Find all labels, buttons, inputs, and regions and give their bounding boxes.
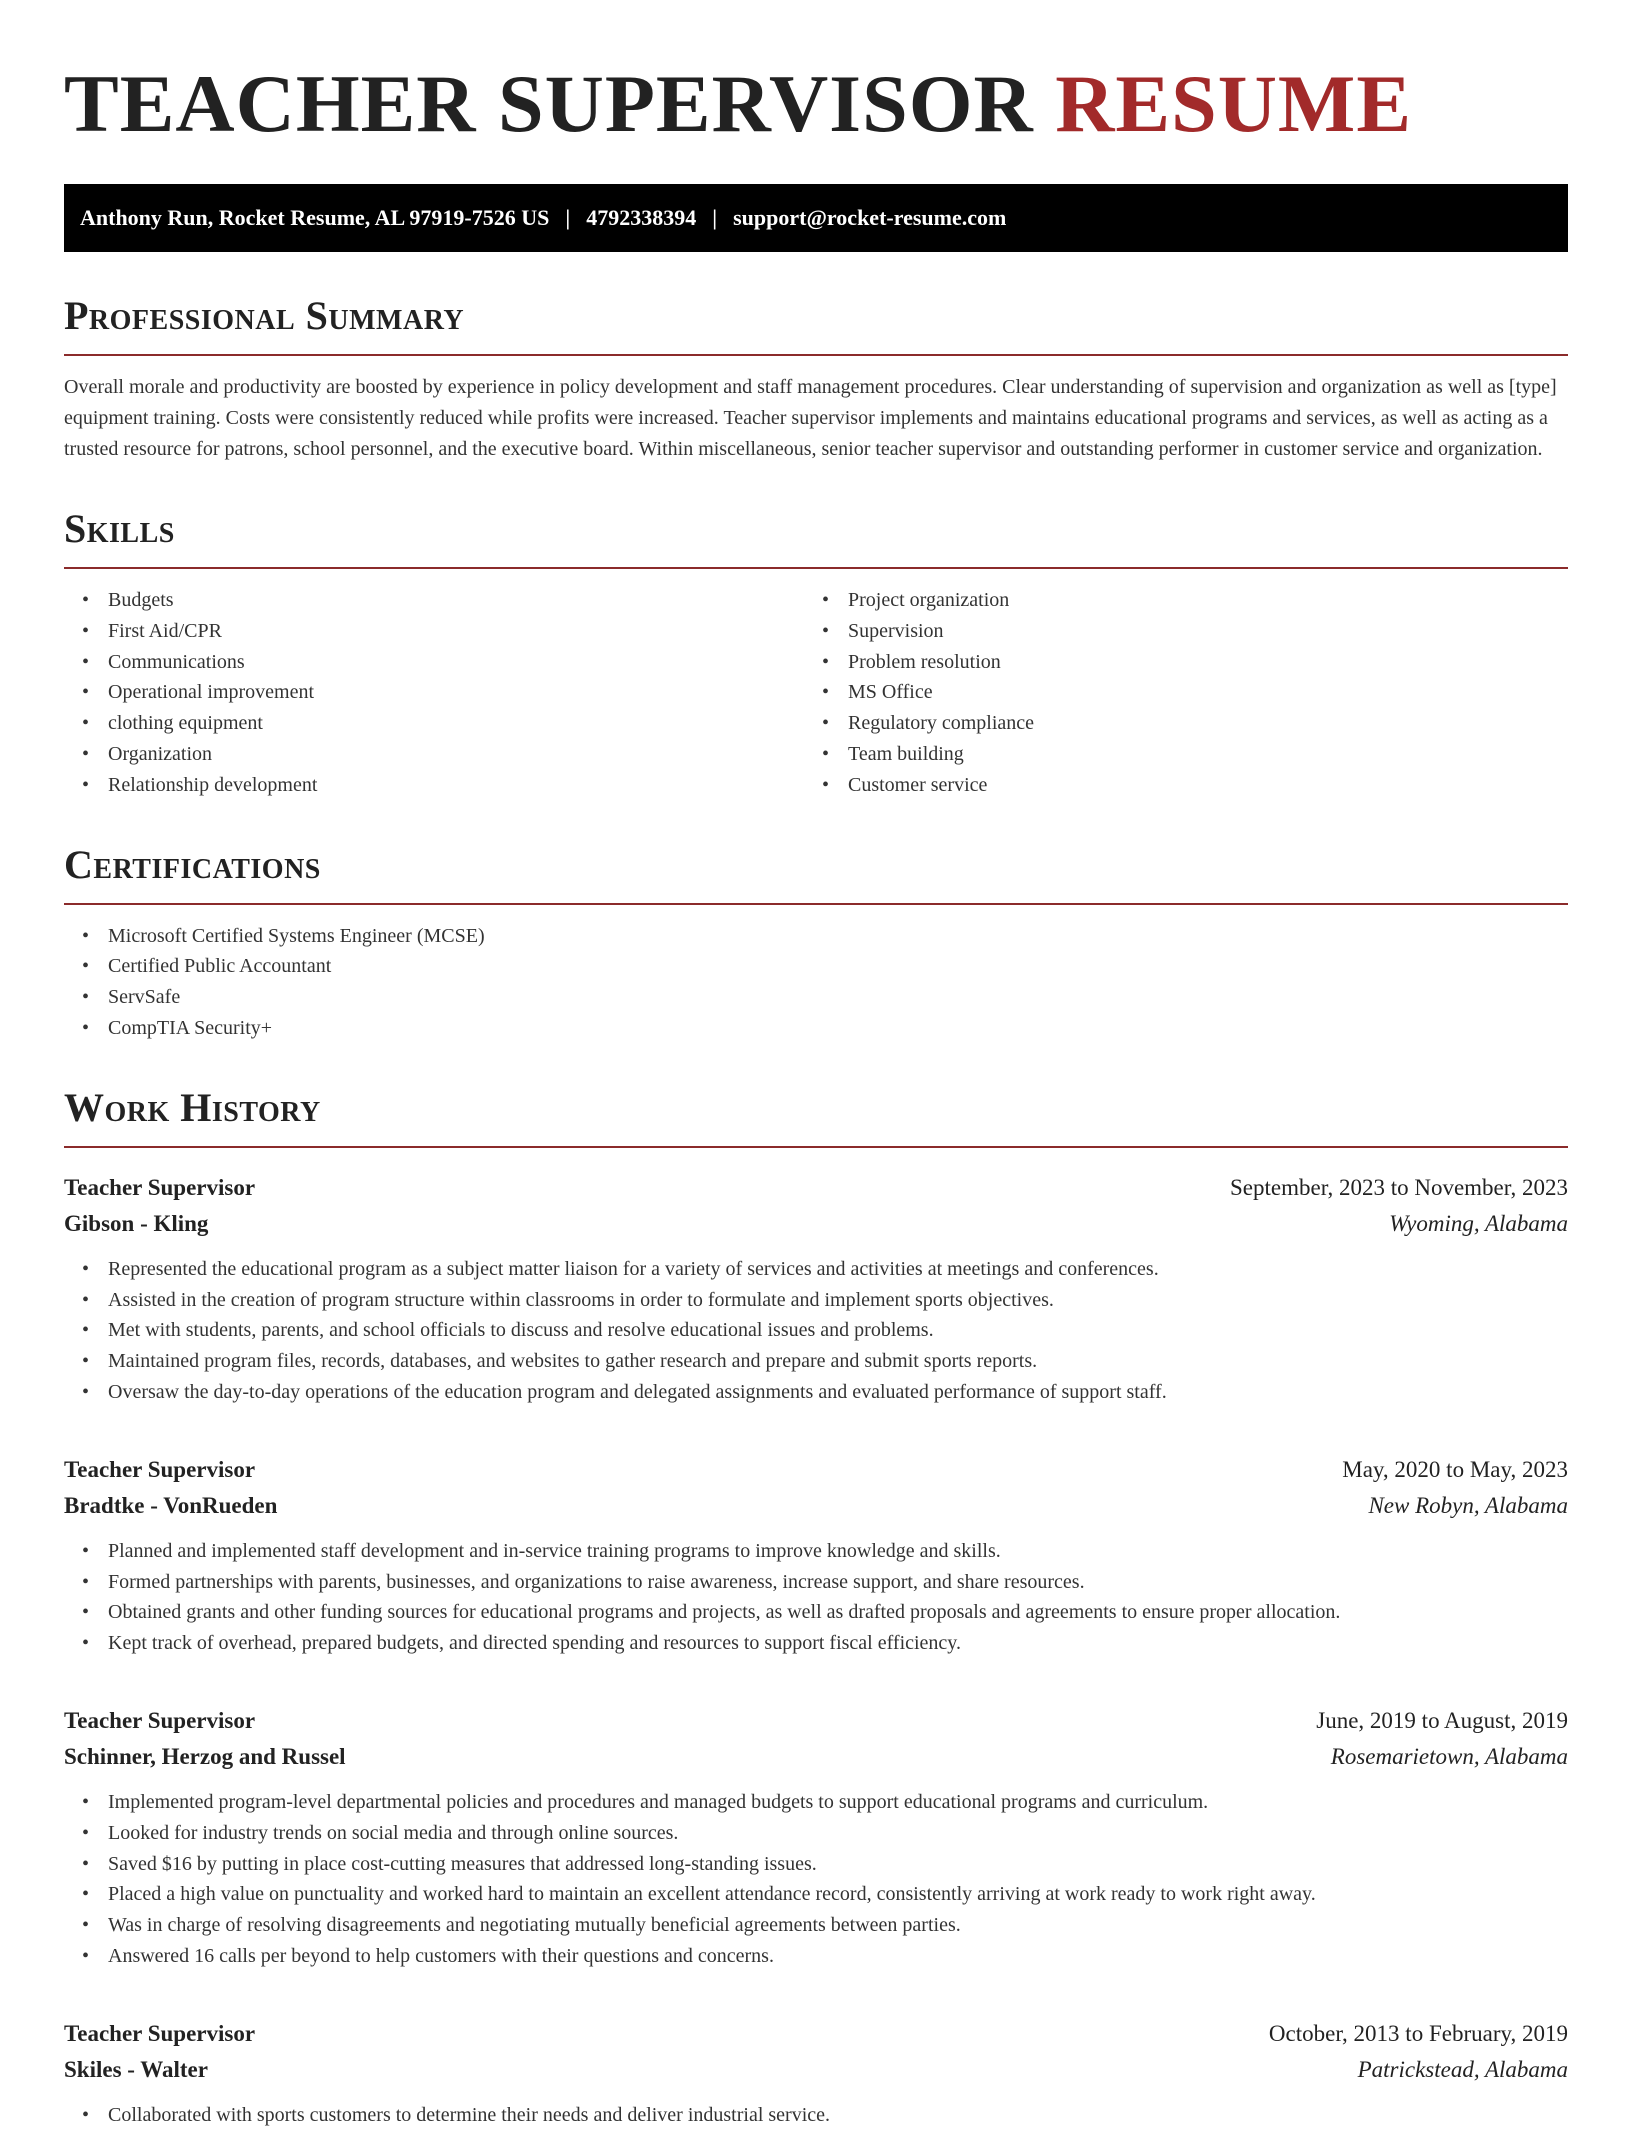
skill-item-text: Customer service xyxy=(848,773,988,796)
job-company: Schinner, Herzog and Russel xyxy=(64,1743,346,1769)
bullet-dot-icon: • xyxy=(82,2103,90,2126)
job-bullet xyxy=(64,1377,1568,1408)
certification-item-text: ServSafe xyxy=(108,986,181,1009)
section-heading: Work History xyxy=(64,1084,1568,1148)
job-bullet xyxy=(64,1285,1568,1316)
job-bullet-text: Saved $16 by putting in place cost-cutting measures that addressed long-standing issues. xyxy=(108,1852,817,1875)
job-entry xyxy=(64,1703,1568,1972)
skill-item xyxy=(804,739,1544,770)
bullet-dot-icon: • xyxy=(82,1257,90,1280)
job-header-row xyxy=(64,2016,1568,2052)
contact-separator: | xyxy=(712,205,718,230)
bullet-dot-icon: • xyxy=(82,1319,90,1342)
bullet-dot-icon: • xyxy=(82,1539,90,1562)
bullet-dot-icon: • xyxy=(82,924,90,947)
skill-item xyxy=(64,647,804,678)
skill-item xyxy=(804,770,1544,801)
job-bullets xyxy=(64,1787,1568,1972)
work-history-section xyxy=(64,1084,1568,2131)
contact-separator: | xyxy=(565,205,571,230)
skill-item-text: Relationship development xyxy=(108,773,318,796)
skill-item-text: Supervision xyxy=(848,619,944,642)
bullet-dot-icon: • xyxy=(82,1016,90,1039)
certifications-section xyxy=(64,841,1568,1044)
job-bullets xyxy=(64,1536,1568,1659)
job-company-row xyxy=(64,1488,1568,1524)
certification-item-text: CompTIA Security+ xyxy=(108,1016,273,1039)
certification-item xyxy=(64,951,1568,982)
bullet-dot-icon: • xyxy=(82,1350,90,1373)
bullet-dot-icon: • xyxy=(82,1914,90,1937)
job-bullet-text: Oversaw the day-to-day operations of the education program and delegated assignments and evaluated performance of support staff. xyxy=(108,1380,1167,1403)
bullet-dot-icon: • xyxy=(82,773,90,796)
bullet-dot-icon: • xyxy=(82,1570,90,1593)
job-bullet xyxy=(64,1628,1568,1659)
job-bullet xyxy=(64,1879,1568,1910)
job-title: Teacher Supervisor xyxy=(64,1707,256,1733)
job-bullet xyxy=(64,1597,1568,1628)
certification-item xyxy=(64,1013,1568,1044)
bullet-dot-icon: • xyxy=(82,1821,90,1844)
certification-item xyxy=(64,921,1568,952)
job-bullet-text: Maintained program files, records, databases, and websites to gather research and prepare and submit sports reports. xyxy=(108,1350,1038,1373)
job-bullet-text: Kept track of overhead, prepared budgets, and directed spending and resources to support fiscal efficiency. xyxy=(108,1632,962,1655)
certification-item-text: Microsoft Certified Systems Engineer (MCSE) xyxy=(108,924,485,947)
bullet-dot-icon: • xyxy=(82,619,90,642)
contact-address: Anthony Run, Rocket Resume, AL 97919-7526 US xyxy=(80,205,550,230)
bullet-dot-icon: • xyxy=(822,589,830,611)
bullet-dot-icon: • xyxy=(822,650,830,673)
job-bullet-text: Answered 16 calls per beyond to help customers with their questions and concerns. xyxy=(108,1944,774,1967)
contact-phone: 4792338394 xyxy=(586,205,697,230)
title-main: TEACHER SUPERVISOR xyxy=(64,58,1034,149)
certifications-list xyxy=(64,921,1568,1044)
job-header-row xyxy=(64,1703,1568,1739)
contact-bar xyxy=(64,184,1568,252)
job-entry xyxy=(64,1170,1568,1408)
bullet-dot-icon: • xyxy=(82,1380,90,1403)
skill-item xyxy=(64,677,804,708)
bullet-dot-icon: • xyxy=(82,1601,90,1624)
skills-list xyxy=(804,585,1544,801)
job-location: New Robyn, Alabama xyxy=(1368,1492,1568,1518)
resume-title xyxy=(64,0,1568,150)
jobs-list xyxy=(64,1170,1568,2131)
job-company-row xyxy=(64,1739,1568,1775)
skill-item-text: Communications xyxy=(108,650,245,673)
bullet-dot-icon: • xyxy=(822,773,830,796)
section-heading: Professional Summary xyxy=(64,292,1568,356)
job-company: Gibson - Kling xyxy=(64,1210,209,1236)
job-dates: October, 2013 to February, 2019 xyxy=(1268,2020,1568,2046)
bullet-dot-icon: • xyxy=(82,589,90,611)
section-heading: Skills xyxy=(64,505,1568,569)
job-bullet-text: Planned and implemented staff development and in-service training programs to improve knowledge and skills. xyxy=(108,1539,1001,1562)
bullet-dot-icon: • xyxy=(82,1790,90,1813)
skill-item-text: First Aid/CPR xyxy=(108,619,222,642)
skill-item xyxy=(804,616,1544,647)
skill-item xyxy=(804,585,1544,616)
job-bullet xyxy=(64,1315,1568,1346)
job-bullet-text: Assisted in the creation of program structure within classrooms in order to formulate and implement sports objectives. xyxy=(108,1288,1054,1311)
skill-item xyxy=(64,585,804,616)
bullet-dot-icon: • xyxy=(82,986,90,1009)
job-dates: May, 2020 to May, 2023 xyxy=(1342,1456,1568,1482)
skill-item-text: Operational improvement xyxy=(108,681,315,704)
job-title: Teacher Supervisor xyxy=(64,2020,256,2046)
job-bullet-text: Was in charge of resolving disagreements and negotiating mutually beneficial agreements between parties. xyxy=(108,1914,961,1937)
job-bullet-text: Represented the educational program as a subject matter liaison for a variety of services and activities at meetings and conferences. xyxy=(108,1257,1159,1280)
job-bullet-text: Formed partnerships with parents, businesses, and organizations to raise awareness, increase support, and share resources. xyxy=(108,1570,1085,1593)
job-header-row xyxy=(64,1170,1568,1206)
bullet-dot-icon: • xyxy=(82,1288,90,1311)
job-bullet xyxy=(64,1536,1568,1567)
job-location: Rosemarietown, Alabama xyxy=(1330,1743,1568,1769)
job-bullet xyxy=(64,1818,1568,1849)
contact-email: support@rocket-resume.com xyxy=(733,205,1007,230)
job-bullet xyxy=(64,1567,1568,1598)
skill-item xyxy=(64,616,804,647)
resume-content xyxy=(64,0,1568,2131)
job-company: Skiles - Walter xyxy=(64,2056,208,2082)
summary-text: Overall morale and productivity are boosted by experience in policy development and staff management procedures. Clear understanding of supervision and organization as well as [type] equipment training. Costs were consistently reduced while profits were increased. Teacher supervisor implements and maintains educational programs and services, as well as acting as a trusted resource for patrons, school personnel, and the executive board. Within miscellaneous, senior teacher supervisor and outstanding performer in customer service and organization. xyxy=(64,376,1557,460)
bullet-dot-icon: • xyxy=(82,681,90,704)
certification-item-text: Certified Public Accountant xyxy=(108,955,332,978)
bullet-dot-icon: • xyxy=(82,1852,90,1875)
skill-item-text: Organization xyxy=(108,742,213,765)
job-bullet-text: Placed a high value on punctuality and worked hard to maintain an excellent attendance record, consistently arriving at work ready to work right away. xyxy=(108,1883,1316,1906)
job-dates: June, 2019 to August, 2019 xyxy=(1316,1707,1568,1733)
skill-item xyxy=(804,708,1544,739)
job-entry xyxy=(64,2016,1568,2131)
skill-item xyxy=(64,770,804,801)
skills-grid xyxy=(64,585,1568,801)
job-header-row xyxy=(64,1452,1568,1488)
job-bullets xyxy=(64,1254,1568,1408)
job-location: Patrickstead, Alabama xyxy=(1357,2056,1568,2082)
skill-item-text: Regulatory compliance xyxy=(848,712,1035,735)
bullet-dot-icon: • xyxy=(82,742,90,765)
job-bullet-text: Implemented program-level departmental policies and procedures and managed budgets to support educational programs and curriculum. xyxy=(108,1790,1209,1813)
skill-item-text: MS Office xyxy=(848,681,933,704)
job-bullet-text: Collaborated with sports customers to determine their needs and deliver industrial service. xyxy=(108,2103,831,2126)
job-bullet xyxy=(64,1849,1568,1880)
bullet-dot-icon: • xyxy=(822,619,830,642)
skill-item-text: Budgets xyxy=(108,589,174,611)
summary-section xyxy=(64,292,1568,465)
job-title: Teacher Supervisor xyxy=(64,1174,256,1200)
bullet-dot-icon: • xyxy=(82,955,90,978)
skill-item-text: Problem resolution xyxy=(848,650,1001,673)
job-bullet-text: Obtained grants and other funding sources for educational programs and projects, as well as drafted proposals and agreements to ensure proper allocation. xyxy=(108,1601,1341,1624)
bullet-dot-icon: • xyxy=(82,1883,90,1906)
job-bullet xyxy=(64,2100,1568,2131)
bullet-dot-icon: • xyxy=(822,712,830,735)
skill-item xyxy=(64,708,804,739)
skill-item-text: Project organization xyxy=(848,589,1010,611)
job-company-row xyxy=(64,2052,1568,2088)
job-company: Bradtke - VonRueden xyxy=(64,1492,278,1518)
bullet-dot-icon: • xyxy=(822,742,830,765)
bullet-dot-icon: • xyxy=(82,712,90,735)
bullet-dot-icon: • xyxy=(82,650,90,673)
skills-section xyxy=(64,505,1568,801)
skill-item xyxy=(64,739,804,770)
job-bullet-text: Met with students, parents, and school officials to discuss and resolve educational issues and problems. xyxy=(108,1319,934,1342)
title-accent: RESUME xyxy=(1055,58,1413,149)
skills-list xyxy=(64,585,804,801)
bullet-dot-icon: • xyxy=(822,681,830,704)
bullet-dot-icon: • xyxy=(82,1632,90,1655)
job-title: Teacher Supervisor xyxy=(64,1456,256,1482)
job-company-row xyxy=(64,1206,1568,1242)
certification-item xyxy=(64,982,1568,1013)
job-entry xyxy=(64,1452,1568,1659)
job-bullet-text: Looked for industry trends on social media and through online sources. xyxy=(108,1821,679,1844)
job-dates: September, 2023 to November, 2023 xyxy=(1230,1174,1568,1200)
job-bullet xyxy=(64,1787,1568,1818)
skills-column-right xyxy=(804,585,1544,801)
skill-item-text: Team building xyxy=(848,742,964,765)
skill-item xyxy=(804,677,1544,708)
job-bullet xyxy=(64,1346,1568,1377)
section-heading: Certifications xyxy=(64,841,1568,905)
job-bullets xyxy=(64,2100,1568,2131)
bullet-dot-icon: • xyxy=(82,1944,90,1967)
job-bullet xyxy=(64,1254,1568,1285)
skill-item-text: clothing equipment xyxy=(108,712,263,735)
skill-item xyxy=(804,647,1544,678)
job-bullet xyxy=(64,1910,1568,1941)
skills-column-left xyxy=(64,585,804,801)
job-location: Wyoming, Alabama xyxy=(1389,1210,1568,1236)
job-bullet xyxy=(64,1941,1568,1972)
